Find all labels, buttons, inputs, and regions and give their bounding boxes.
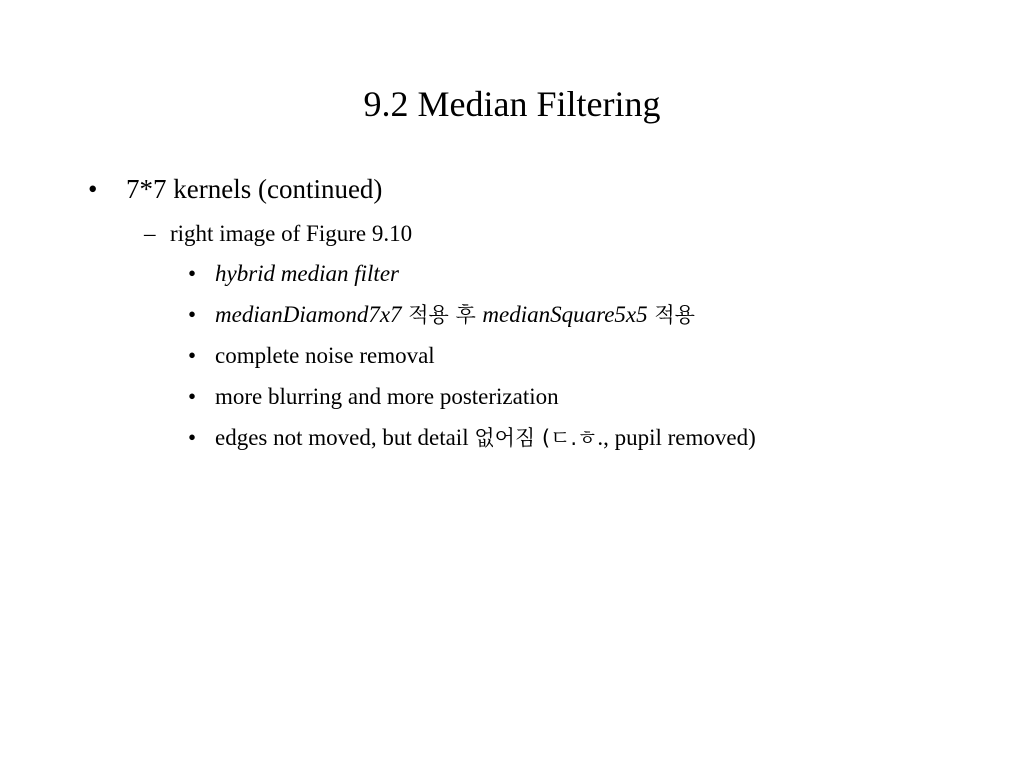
bullet-level1-text: 7*7 kernels (continued) <box>126 174 383 204</box>
bullet-level3-text: ., pupil removed) <box>597 425 756 450</box>
bullet-level3-text: edges not moved, but detail <box>215 425 475 450</box>
bullet-level2 <box>144 219 412 249</box>
bullet-icon: • <box>188 425 197 450</box>
slide-title: 9.2 Median Filtering <box>363 84 661 124</box>
bullet-level3-item <box>188 382 559 412</box>
bullet-level3-item <box>188 300 695 330</box>
bullet-level3-item <box>188 423 756 453</box>
bullet-level3-text: hybrid median filter <box>215 261 399 286</box>
dash-icon: – <box>144 221 156 246</box>
bullet-level3-item <box>188 341 435 371</box>
bullet-level3-text-italic: medianSquare5x5 <box>482 302 648 327</box>
bullet-level1 <box>88 172 382 206</box>
bullet-level3-item <box>188 259 399 289</box>
bullet-level2-text: right image of Figure 9.10 <box>170 221 413 246</box>
bullet-icon: • <box>188 302 197 327</box>
bullet-icon: • <box>88 174 98 204</box>
bullet-level3-text-korean: 적용 후 <box>401 303 483 327</box>
bullet-icon: • <box>188 384 197 409</box>
bullet-level3-text-korean: 없어짐 (ㄷ.ㅎ <box>474 426 598 450</box>
bullet-icon: • <box>188 261 197 286</box>
bullet-level3-text: more blurring and more posterization <box>215 384 559 409</box>
bullet-icon: • <box>188 343 197 368</box>
bullet-level3-text: complete noise removal <box>215 343 435 368</box>
bullet-level3-text-korean: 적용 <box>647 303 695 327</box>
bullet-level3-text-italic: medianDiamond7x7 <box>215 302 402 327</box>
